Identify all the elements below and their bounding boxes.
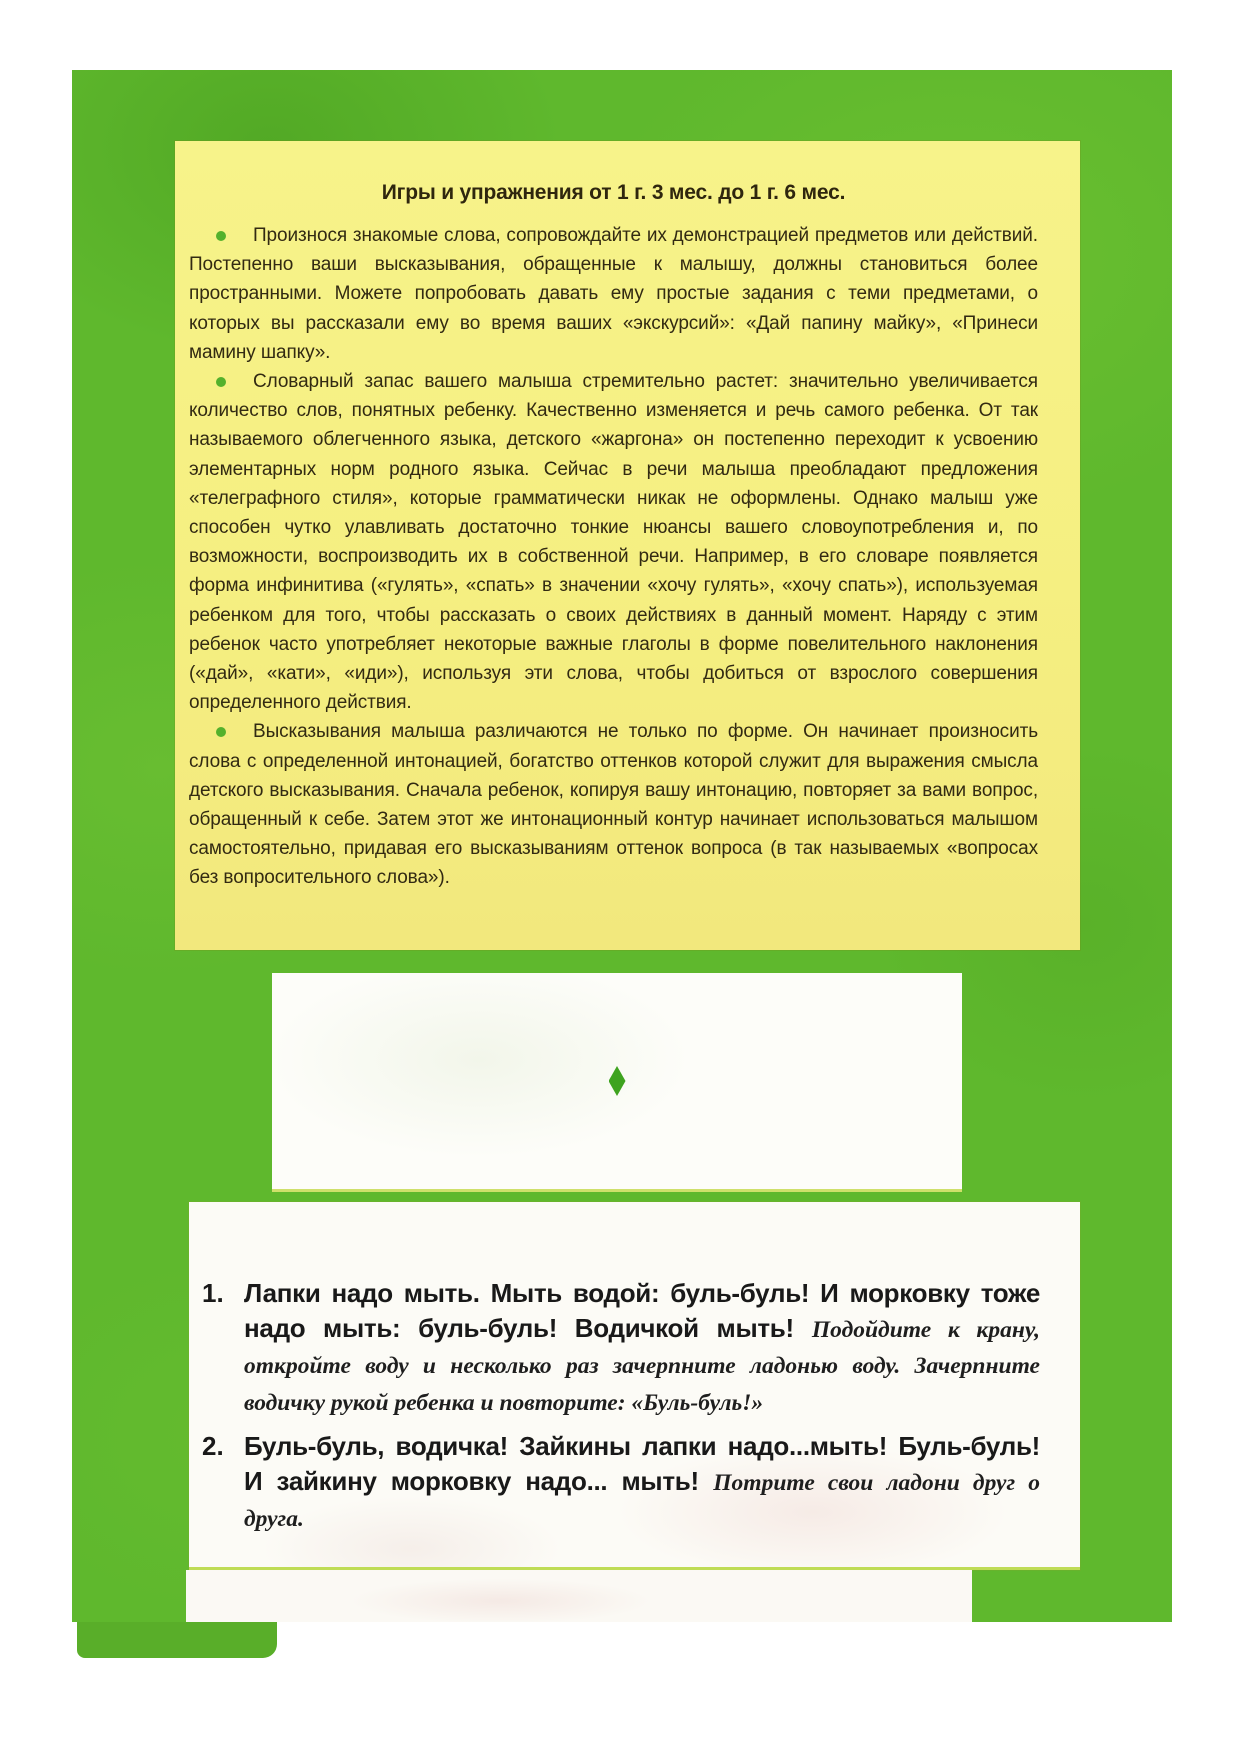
article-paragraph [189,367,1038,717]
paragraph-text: Словарный запас вашего малыша стремительно растет: значительно увеличивается количество слов, понятных ребенку. Качественно изменяется и речь самого ребенка. От так называемого облегченного языка, детского «жаргона» он постепенно переходит к усвоению элементарных норм родного языка. Сейчас в речи малыша преобладают предложения «телеграфного стиля», которые грамматически никак не оформлены. Однако малыш уже способен чутко улавливать достаточно тонкие нюансы вашего словоупотребления и, по возможности, воспроизводить их в собственной речи. Например, в его словаре появляется форма инфинитива («гулять», «спать» в значении «хочу гулять», «хочу спать»), используемая ребенком для того, чтобы рассказать о своих действиях в данный момент. Наряду с этим ребенок часто употребляет некоторые важные глаголы в форме повелительного наклонения («дай», «кати», «иди»), используя эти слова, чтобы добиться от взрослого совершения определенного действия. [189,371,1038,714]
instruction-text: Подойдите к крану, откройте воду и несколько раз зачерпните ладонью воду. Зачерпните водичку рукой ребенка и повторите: «Буль-буль!» [244,1316,1041,1416]
exercise-item [200,1429,1040,1537]
photo-placeholder [272,973,962,1192]
article-card [175,141,1080,950]
instruction-text: Потрите свои ладони друг о друга. [244,1469,1040,1532]
bullet-icon [216,727,226,737]
paragraph-text: Произнося знакомые слова, сопровождайте их демонстрацией предметов или действий. Постепенно ваши высказывания, обращенные к малышу, должны становиться более пространными. Можете попробовать давать ему простые задания с теми предметами, о которых вы рассказали ему во время ваших «экскурсий»: «Дай папину майку», «Принеси мамину шапку». [189,225,1038,363]
item-number: 1. [202,1278,224,1308]
bottom-white-strip [186,1570,972,1622]
speech-text: Лапки надо мыть. Мыть водой: буль-буль! И морковку тоже надо мыть: буль-буль! Водичкой мыть! [244,1278,1040,1343]
page-title: Игры и упражнения от 1 г. 3 мес. до 1 г. 6 мес. [381,181,846,204]
green-paper-background [72,70,1172,1622]
bullet-icon [216,377,226,387]
article-paragraph [189,717,1038,892]
diamond-icon [609,1066,626,1096]
item-number: 2. [202,1431,224,1461]
exercise-card [189,1202,1080,1570]
speech-text: Буль-буль, водичка! Зайкины лапки надо...мыть! Буль-буль! И зайкину морковку надо... мыть! [244,1431,1040,1496]
paragraph-text: Высказывания малыша различаются не только по форме. Он начинает произносить слова с определенной интонацией, богатство оттенков которой служит для выражения смысла детского высказывания. Сначала ребенок, копируя вашу интонацию, повторяет за вами вопрос, обращенный к себе. Затем этот же интонационный контур начинает использоваться малышом самостоятельно, придавая его высказываниям оттенок вопроса (в так называемых «вопросах без вопросительного слова»). [189,721,1038,889]
page-torn-edge [77,1622,277,1658]
exercise-item [200,1276,1040,1420]
article-paragraph [189,221,1038,367]
bullet-icon [216,231,226,241]
